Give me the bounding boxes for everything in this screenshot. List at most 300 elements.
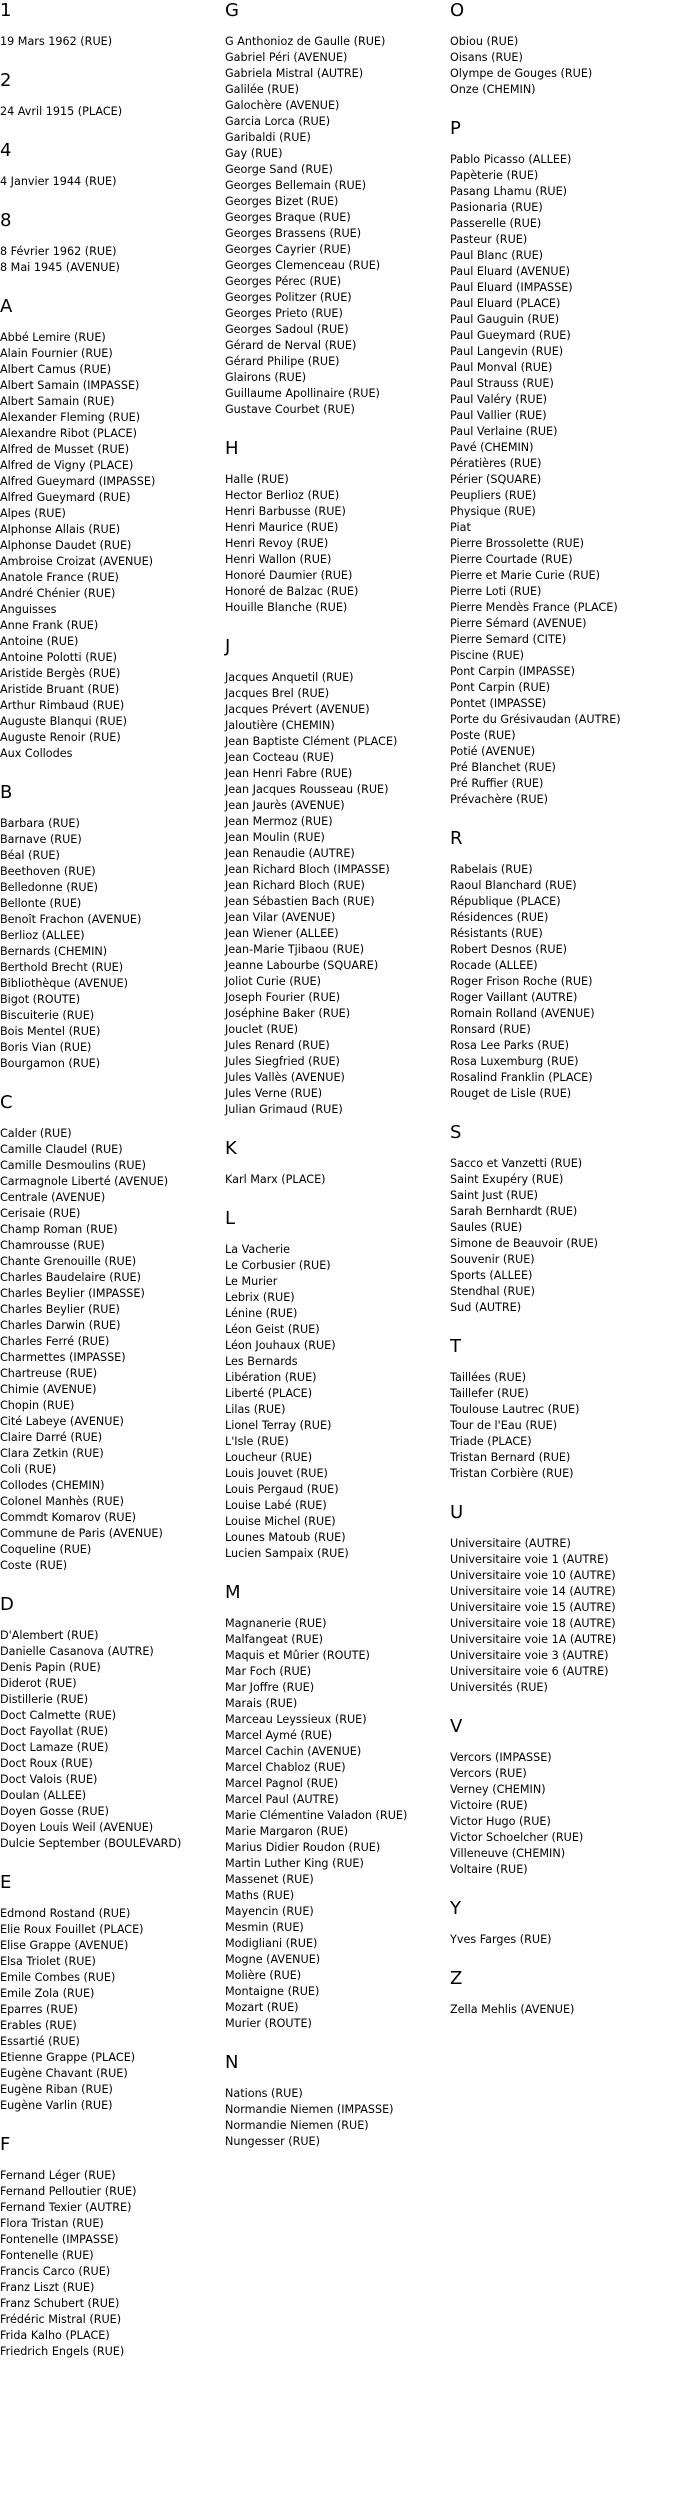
section-spacer [450,1948,675,1968]
street-item: Saules (RUE) [450,1221,523,1234]
street-item: Rocade (ALLEE) [450,959,538,972]
street-item: Gustave Courbet (RUE) [225,403,355,416]
street-item: Paul Eluard (PLACE) [450,297,561,310]
street-item: Jean Mermoz (RUE) [225,815,333,828]
section-spacer [225,2032,450,2052]
street-item: Collodes (CHEMIN) [0,1479,105,1492]
street-item: Charles Ferré (RUE) [0,1335,110,1348]
street-item: Rouget de Lisle (RUE) [450,1087,572,1100]
street-item: Alphonse Allais (RUE) [0,523,121,536]
street-item: Sarah Bernhardt (RUE) [450,1205,578,1218]
section-heading: U [450,1502,464,1523]
street-item: Pierre Brossolette (RUE) [450,537,585,550]
section-spacer [225,616,450,636]
street-item: Carmagnole Liberté (AVENUE) [0,1175,169,1188]
street-item: Oisans (RUE) [450,51,523,64]
section-spacer [0,1574,225,1594]
street-item: Louis Jouvet (RUE) [225,1467,328,1480]
street-item: Alphonse Daudet (RUE) [0,539,132,552]
section-spacer [225,418,450,438]
column-1 [0,0,225,2380]
street-item: Charles Baudelaire (RUE) [0,1271,141,1284]
street-item: Pasang Lhamu (RUE) [450,185,568,198]
street-item: La Vacherie [225,1243,290,1256]
street-item: Fontenelle (RUE) [0,2249,94,2262]
street-item: Anatole France (RUE) [0,571,119,584]
street-item: Pont Carpin (RUE) [450,681,551,694]
street-item: Francis Carco (RUE) [0,2265,111,2278]
street-item: Karl Marx (PLACE) [225,1173,326,1186]
street-item: Robert Desnos (RUE) [450,943,568,956]
street-item: Triade (PLACE) [450,1435,532,1448]
street-item: Loucheur (RUE) [225,1451,313,1464]
street-item: Molière (RUE) [225,1969,302,1982]
street-item: Georges Prieto (RUE) [225,307,343,320]
section-spacer [450,2018,675,2038]
street-item: Jean Richard Bloch (IMPASSE) [225,863,390,876]
street-item: Tristan Corbière (RUE) [450,1467,574,1480]
section-spacer [0,50,225,70]
street-item: Libération (RUE) [225,1371,317,1384]
street-item: Paul Verlaine (RUE) [450,425,558,438]
section-heading: J [225,636,231,657]
street-item: Résistants (RUE) [450,927,543,940]
street-item: Alfred Gueymard (RUE) [0,491,131,504]
street-item: Eugène Riban (RUE) [0,2083,113,2096]
section-H [225,438,450,636]
street-item: Coli (RUE) [0,1463,57,1476]
street-item: Gabriel Péri (AVENUE) [225,51,348,64]
street-item: Jean-Marie Tjibaou (RUE) [225,943,365,956]
street-item: Houille Blanche (RUE) [225,601,348,614]
street-item: Piscine (RUE) [450,649,524,662]
street-item: Tristan Bernard (RUE) [450,1451,571,1464]
street-item: Doulan (ALLEE) [0,1789,87,1802]
street-item: Sacco et Vanzetti (RUE) [450,1157,583,1170]
street-item: Massenet (RUE) [225,1873,314,1886]
street-item: Elise Grappe (AVENUE) [0,1939,129,1952]
street-item: Liberté (PLACE) [225,1387,313,1400]
street-item: Henri Barbusse (RUE) [225,505,346,518]
section-heading: R [450,828,463,849]
street-item: Mogne (AVENUE) [225,1953,321,1966]
street-item: Pierre Mendès France (PLACE) [450,601,618,614]
street-item: Victor Schoelcher (RUE) [450,1831,584,1844]
street-item: Antoine (RUE) [0,635,79,648]
street-item: Pasteur (RUE) [450,233,528,246]
street-item: Aristide Bergès (RUE) [0,667,121,680]
street-item: Rosa Lee Parks (RUE) [450,1039,570,1052]
section-8 [0,210,225,296]
street-item: Pont Carpin (IMPASSE) [450,665,575,678]
street-item: Garibaldi (RUE) [225,131,311,144]
street-item: 19 Mars 1962 (RUE) [0,35,113,48]
street-item: Gay (RUE) [225,147,283,160]
section-heading: K [225,1138,237,1159]
section-spacer [450,1316,675,1336]
street-item: Jean Renaudie (AUTRE) [225,847,355,860]
street-item: Pierre Semard (CITE) [450,633,567,646]
street-item: Friedrich Engels (RUE) [0,2345,125,2358]
street-item: Pasionaria (RUE) [450,201,543,214]
street-item: Louise Michel (RUE) [225,1515,336,1528]
street-item: Bourgamon (RUE) [0,1057,101,1070]
street-item: Marcel Pagnol (RUE) [225,1777,339,1790]
street-item: Paul Valéry (RUE) [450,393,548,406]
street-item: L'Isle (RUE) [225,1435,289,1448]
street-item: Jouclet (RUE) [225,1023,299,1036]
street-item: Vercors (IMPASSE) [450,1751,552,1764]
section-S [450,1122,675,1336]
street-item: Jean Moulin (RUE) [225,831,325,844]
street-item: Jean Henri Fabre (RUE) [225,767,353,780]
street-item: Marie Margaron (RUE) [225,1825,349,1838]
street-item: Obiou (RUE) [450,35,519,48]
street-item: Frida Kalho (PLACE) [0,2329,110,2342]
street-item: Universitaire voie 18 (AUTRE) [450,1617,616,1630]
section-spacer [0,1852,225,1872]
street-item: Poste (RUE) [450,729,516,742]
street-item: G Anthonioz de Gaulle (RUE) [225,35,386,48]
street-item: Chartreuse (RUE) [0,1367,98,1380]
street-item: Le Murier [225,1275,278,1288]
section-heading: 8 [0,210,12,231]
street-item: Modigliani (RUE) [225,1937,318,1950]
street-item: Gérard Philipe (RUE) [225,355,340,368]
street-item: Albert Camus (RUE) [0,363,112,376]
street-item: Georges Bizet (RUE) [225,195,339,208]
section-T [450,1336,675,1502]
section-heading: M [225,1582,241,1603]
street-item: Universitaire voie 1A (AUTRE) [450,1633,617,1646]
street-item: Franz Schubert (RUE) [0,2297,120,2310]
street-item: Dulcie September (BOULEVARD) [0,1837,182,1850]
street-item: Ronsard (RUE) [450,1023,531,1036]
street-item: Belledonne (RUE) [0,881,98,894]
street-item: Fernand Texier (AUTRE) [0,2201,132,2214]
street-item: Paul Eluard (AVENUE) [450,265,571,278]
street-item: Maquis et Mûrier (ROUTE) [225,1649,370,1662]
street-item: Charles Beylier (IMPASSE) [0,1287,145,1300]
street-item: Pré Blanchet (RUE) [450,761,556,774]
street-item: George Sand (RUE) [225,163,333,176]
street-item: Charles Darwin (RUE) [0,1319,121,1332]
street-item: Chamrousse (RUE) [0,1239,105,1252]
street-item: Charles Beylier (RUE) [0,1303,120,1316]
street-item: Honoré Daumier (RUE) [225,569,353,582]
street-item: Cerisaie (RUE) [0,1207,81,1220]
street-item: Coqueline (RUE) [0,1543,92,1556]
street-item: Centrale (AVENUE) [0,1191,106,1204]
section-heading: A [0,296,13,317]
section-heading: 1 [0,0,12,21]
street-item: Frédéric Mistral (RUE) [0,2313,122,2326]
street-item: Flora Tristan (RUE) [0,2217,104,2230]
street-item: Eugène Varlin (RUE) [0,2099,113,2112]
street-item: Alfred de Musset (RUE) [0,443,130,456]
section-spacer [225,1118,450,1138]
street-item: Henri Wallon (RUE) [225,553,332,566]
street-item: Murier (ROUTE) [225,2017,312,2030]
street-item: Aristide Bruant (RUE) [0,683,120,696]
street-item: Coste (RUE) [0,1559,68,1572]
section-spacer [225,1562,450,1582]
street-item: Jules Renard (RUE) [225,1039,330,1052]
street-item: Doct Calmette (RUE) [0,1709,117,1722]
street-item: Victor Hugo (RUE) [450,1815,551,1828]
section-heading: Y [450,1898,461,1919]
street-item: Chante Grenouille (RUE) [0,1255,137,1268]
street-item: 24 Avril 1915 (PLACE) [0,105,123,118]
street-item: Georges Brassens (RUE) [225,227,362,240]
street-item: Pierre Sémard (AVENUE) [450,617,587,630]
street-item: Résidences (RUE) [450,911,549,924]
street-item: Jean Vilar (AVENUE) [225,911,336,924]
street-item: Bellonte (RUE) [0,897,82,910]
street-item: Champ Roman (RUE) [0,1223,118,1236]
street-item: Maths (RUE) [225,1889,295,1902]
street-item: Potié (AVENUE) [450,745,536,758]
section-U [450,1502,675,1716]
street-item: Les Bernards [225,1355,298,1368]
section-spacer [225,2150,450,2170]
section-spacer [0,2114,225,2134]
section-V [450,1716,675,1898]
street-item: Alexander Fleming (RUE) [0,411,141,424]
column-2 [225,0,450,2170]
street-item: Universitaire voie 1 (AUTRE) [450,1553,609,1566]
street-item: Doct Roux (RUE) [0,1757,93,1770]
street-item: Roger Frison Roche (RUE) [450,975,593,988]
street-item: Etienne Grappe (PLACE) [0,2051,136,2064]
street-item: Zella Mehlis (AVENUE) [450,2003,575,2016]
street-item: Essartié (RUE) [0,2035,80,2048]
section-heading: O [450,0,465,21]
street-item: Doct Valois (RUE) [0,1773,98,1786]
street-item: Julian Grimaud (RUE) [225,1103,343,1116]
street-item: Jacques Brel (RUE) [225,687,330,700]
street-item: Garcia Lorca (RUE) [225,115,331,128]
section-heading: D [0,1594,14,1615]
street-item: Aux Collodes [0,747,73,760]
street-item: Albert Samain (IMPASSE) [0,379,140,392]
street-item: Périer (SQUARE) [450,473,542,486]
street-item: Georges Braque (RUE) [225,211,351,224]
street-item: Rosa Luxemburg (RUE) [450,1055,579,1068]
section-J [225,636,450,1138]
street-item: Doyen Louis Weil (AVENUE) [0,1821,154,1834]
section-heading: Z [450,1968,463,1989]
street-item: Antoine Polotti (RUE) [0,651,117,664]
section-A [0,296,225,782]
section-L [225,1208,450,1582]
section-4 [0,140,225,210]
street-item: Saint Just (RUE) [450,1189,539,1202]
street-item: Paul Strauss (RUE) [450,377,554,390]
street-item: Hector Berlioz (RUE) [225,489,340,502]
street-item: D'Alembert (RUE) [0,1629,99,1642]
street-item: Mayencin (RUE) [225,1905,314,1918]
street-item: Nations (RUE) [225,2087,303,2100]
street-item: Galochère (AVENUE) [225,99,340,112]
street-item: Le Corbusier (RUE) [225,1259,331,1272]
street-item: Eugène Chavant (RUE) [0,2067,128,2080]
street-item: Fernand Pelloutier (RUE) [0,2185,137,2198]
street-item: Montaigne (RUE) [225,1985,320,1998]
street-item: Anguisses [0,603,57,616]
section-heading: T [450,1336,461,1357]
street-item: Commdt Komarov (RUE) [0,1511,137,1524]
street-item: Stendhal (RUE) [450,1285,535,1298]
street-item: Lebrix (RUE) [225,1291,295,1304]
street-item: Charmettes (IMPASSE) [0,1351,126,1364]
section-E [0,1872,225,2134]
section-heading: B [0,782,13,803]
street-item: Jules Verne (RUE) [225,1087,323,1100]
street-item: Sports (ALLEE) [450,1269,533,1282]
section-F [0,2134,225,2380]
street-item: Universitaire voie 10 (AUTRE) [450,1569,616,1582]
street-item: Saint Exupéry (RUE) [450,1173,564,1186]
street-item: Paul Monval (RUE) [450,361,553,374]
section-heading: G [225,0,239,21]
street-item: Vercors (RUE) [450,1767,527,1780]
street-item: Rosalind Franklin (PLACE) [450,1071,593,1084]
street-item: Bernards (CHEMIN) [0,945,108,958]
section-Y [450,1898,675,1968]
section-heading: V [450,1716,463,1737]
street-item: Jean Baptiste Clément (PLACE) [225,735,398,748]
section-spacer [450,98,675,118]
street-item: Normandie Niemen (IMPASSE) [225,2103,394,2116]
street-item: Peupliers (RUE) [450,489,537,502]
street-item: Boris Vian (RUE) [0,1041,92,1054]
street-item: Jaloutière (CHEMIN) [225,719,335,732]
section-spacer [0,276,225,296]
street-item: Emile Combes (RUE) [0,1971,116,1984]
street-item: Joliot Curie (RUE) [225,975,321,988]
street-item: Lucien Sampaix (RUE) [225,1547,349,1560]
street-item: Elsa Triolet (RUE) [0,1955,96,1968]
street-item: Commune de Paris (AVENUE) [0,1527,163,1540]
street-item: Jules Vallès (AVENUE) [225,1071,345,1084]
street-item: Universitaire voie 3 (AUTRE) [450,1649,609,1662]
street-item: Marcel Paul (AUTRE) [225,1793,339,1806]
section-spacer [225,1188,450,1208]
section-spacer [0,1072,225,1092]
street-item: Pré Ruffier (RUE) [450,777,544,790]
street-item: Tour de l'Eau (RUE) [450,1419,558,1432]
section-heading: F [0,2134,11,2155]
street-item: Villeneuve (CHEMIN) [450,1847,566,1860]
section-spacer [450,1102,675,1122]
street-item: Lounes Matoub (RUE) [225,1531,346,1544]
street-item: Pierre Courtade (RUE) [450,553,573,566]
street-item: Camille Desmoulins (RUE) [0,1159,146,1172]
street-item: Albert Samain (RUE) [0,395,115,408]
street-item: 8 Mai 1945 (AVENUE) [0,261,120,274]
street-item: Paul Gauguin (RUE) [450,313,560,326]
street-item: Taillefer (RUE) [450,1387,529,1400]
street-item: Calder (RUE) [0,1127,72,1140]
street-item: Anne Frank (RUE) [0,619,99,632]
street-item: Universitaire (AUTRE) [450,1537,571,1550]
street-item: Lilas (RUE) [225,1403,286,1416]
street-item: Simone de Beauvoir (RUE) [450,1237,599,1250]
street-item: Claire Darré (RUE) [0,1431,103,1444]
street-item: Eparres (RUE) [0,2003,78,2016]
street-item: Diderot (RUE) [0,1677,77,1690]
street-item: 8 Février 1962 (RUE) [0,245,117,258]
street-item: Chimie (AVENUE) [0,1383,97,1396]
street-item: Universitaire voie 15 (AUTRE) [450,1601,616,1614]
section-2 [0,70,225,140]
street-item: Halle (RUE) [225,473,289,486]
street-item: Fernand Léger (RUE) [0,2169,116,2182]
street-item: Biscuiterie (RUE) [0,1009,95,1022]
section-K [225,1138,450,1208]
street-item: Erables (RUE) [0,2019,77,2032]
street-item: Martin Luther King (RUE) [225,1857,364,1870]
section-N [225,2052,450,2170]
street-item: Fontenelle (IMPASSE) [0,2233,119,2246]
section-heading: E [0,1872,12,1893]
street-item: Béal (RUE) [0,849,60,862]
street-item: Alfred Gueymard (IMPASSE) [0,475,156,488]
street-item: Magnanerie (RUE) [225,1617,327,1630]
street-item: Marceau Leyssieux (RUE) [225,1713,367,1726]
street-item: Denis Papin (RUE) [0,1661,101,1674]
street-item: 4 Janvier 1944 (RUE) [0,175,117,188]
street-item: Benoît Frachon (AVENUE) [0,913,142,926]
street-item: Clara Zetkin (RUE) [0,1447,104,1460]
column-3 [450,0,675,2038]
street-item: Souvenir (RUE) [450,1253,535,1266]
street-item: Distillerie (RUE) [0,1693,89,1706]
street-item: Marie Clémentine Valadon (RUE) [225,1809,408,1822]
street-item: Marcel Cachin (AVENUE) [225,1745,362,1758]
street-item: Chopin (RUE) [0,1399,75,1412]
street-item: Ambroise Croizat (AVENUE) [0,555,154,568]
street-item: André Chénier (RUE) [0,587,116,600]
street-item: Cité Labeye (AVENUE) [0,1415,124,1428]
street-item: Marius Didier Roudon (RUE) [225,1841,381,1854]
street-item: Marcel Chabloz (RUE) [225,1761,346,1774]
street-item: Jacques Prévert (AVENUE) [225,703,370,716]
street-item: Joseph Fourier (RUE) [225,991,341,1004]
street-item: Léon Geist (RUE) [225,1323,320,1336]
section-Z [450,1968,675,2038]
section-C [0,1092,225,1594]
section-spacer [0,190,225,210]
section-heading: C [0,1092,13,1113]
street-item: Porte du Grésivaudan (AUTRE) [450,713,621,726]
section-1 [0,0,225,70]
street-item: Pavé (CHEMIN) [450,441,534,454]
street-item: Doct Fayollat (RUE) [0,1725,109,1738]
section-spacer [0,762,225,782]
street-item: Pablo Picasso (ALLEE) [450,153,572,166]
street-item: Galilée (RUE) [225,83,299,96]
street-item: Jean Wiener (ALLEE) [225,927,339,940]
street-item: Normandie Niemen (RUE) [225,2119,369,2132]
street-item: Rabelais (RUE) [450,863,533,876]
street-item: Georges Politzer (RUE) [225,291,352,304]
street-item: Universitaire voie 14 (AUTRE) [450,1585,616,1598]
street-item: Alfred de Vigny (PLACE) [0,459,134,472]
section-B [0,782,225,1092]
street-item: Berthold Brecht (RUE) [0,961,124,974]
